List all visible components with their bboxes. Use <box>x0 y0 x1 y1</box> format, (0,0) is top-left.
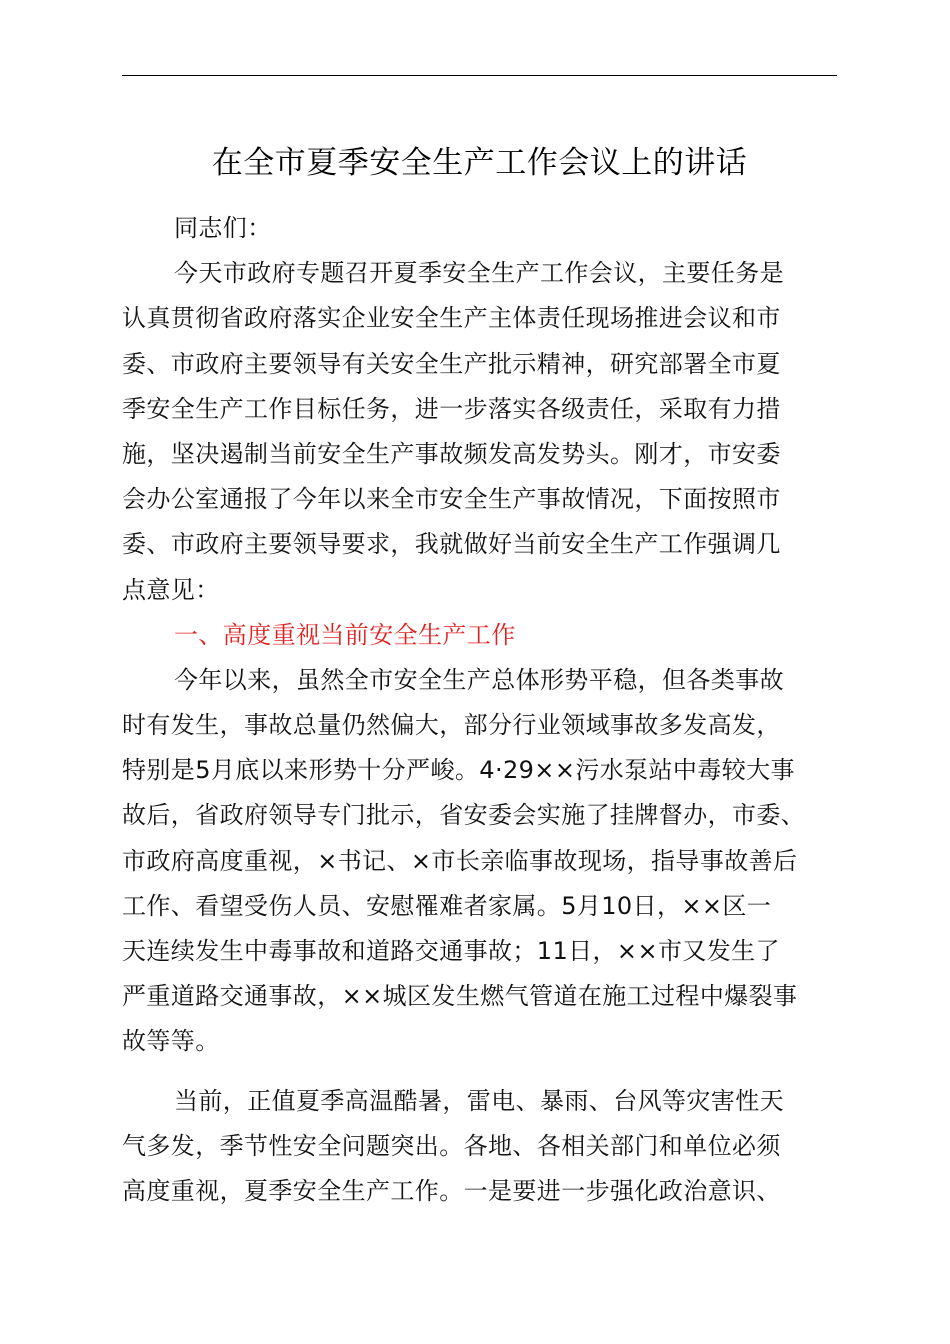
paragraph-line: 季安全生产工作目标任务，进一步落实各级责任，采取有力措 <box>122 394 781 423</box>
paragraph-line: 天连续发生中毒事故和道路交通事故；11日，××市又发生了 <box>122 937 780 965</box>
paragraph-line: 施，坚决遏制当前安全生产事故频发高发势头。刚才，市安委 <box>122 439 781 468</box>
section1-paragraph-1 <box>122 658 840 1065</box>
paragraph-line: 市政府高度重视，×书记、×市长亲临事故现场，指导事故善后 <box>122 846 798 875</box>
paragraph-line: 工作、看望受伤人员、安慰罹难者家属。5月10日，××区一 <box>122 891 772 920</box>
paragraph-line: 时有发生，事故总量仍然偏大，部分行业领域事故多发高发， <box>122 711 781 740</box>
paragraph-line: 今天市政府专题召开夏季安全生产工作会议，主要任务是 <box>174 259 784 288</box>
paragraph-line: 高度重视，夏季安全生产工作。一是要进一步强化政治意识、 <box>122 1176 781 1205</box>
paragraph-line: 严重道路交通事故，××城区发生燃气管道在施工过程中爆裂事 <box>122 982 798 1011</box>
paragraph-line: 委、市政府主要领导要求，我就做好当前安全生产工作强调几 <box>122 530 781 559</box>
document-body <box>122 206 840 1214</box>
paragraph-line: 当前，正值夏季高温酷暑，雷电、暴雨、台风等灾害性天 <box>174 1086 784 1115</box>
paragraph-line: 故等等。 <box>122 1027 220 1056</box>
paragraph-line: 会办公室通报了今年以来全市安全生产事故情况，下面按照市 <box>122 485 781 514</box>
paragraph-line: 特别是5月底以来形势十分严峻。4·29××污水泵站中毒较大事 <box>122 756 795 785</box>
paragraph-line: 点意见： <box>122 575 220 604</box>
document-title: 在全市夏季安全生产工作会议上的讲话 <box>211 145 748 181</box>
paragraph-line: 今年以来，虽然全市安全生产总体形势平稳，但各类事故 <box>174 665 784 694</box>
paragraph-line: 委、市政府主要领导有关安全生产批示精神，研究部署全市夏 <box>122 349 781 378</box>
paragraph-line: 气多发，季节性安全问题突出。各地、各相关部门和单位必须 <box>122 1131 781 1160</box>
header-rule <box>122 75 837 76</box>
paragraph-gap <box>122 1065 840 1079</box>
paragraph-line: 认真贯彻省政府落实企业安全生产主体责任现场推进会议和市 <box>122 304 781 333</box>
intro-paragraph <box>122 251 840 613</box>
paragraph-line: 故后，省政府领导专门批示，省安委会实施了挂牌督办，市委、 <box>122 801 806 830</box>
salutation: 同志们： <box>174 214 272 242</box>
section1-paragraph-2 <box>122 1079 840 1215</box>
section-heading: 一、高度重视当前安全生产工作 <box>174 620 516 649</box>
